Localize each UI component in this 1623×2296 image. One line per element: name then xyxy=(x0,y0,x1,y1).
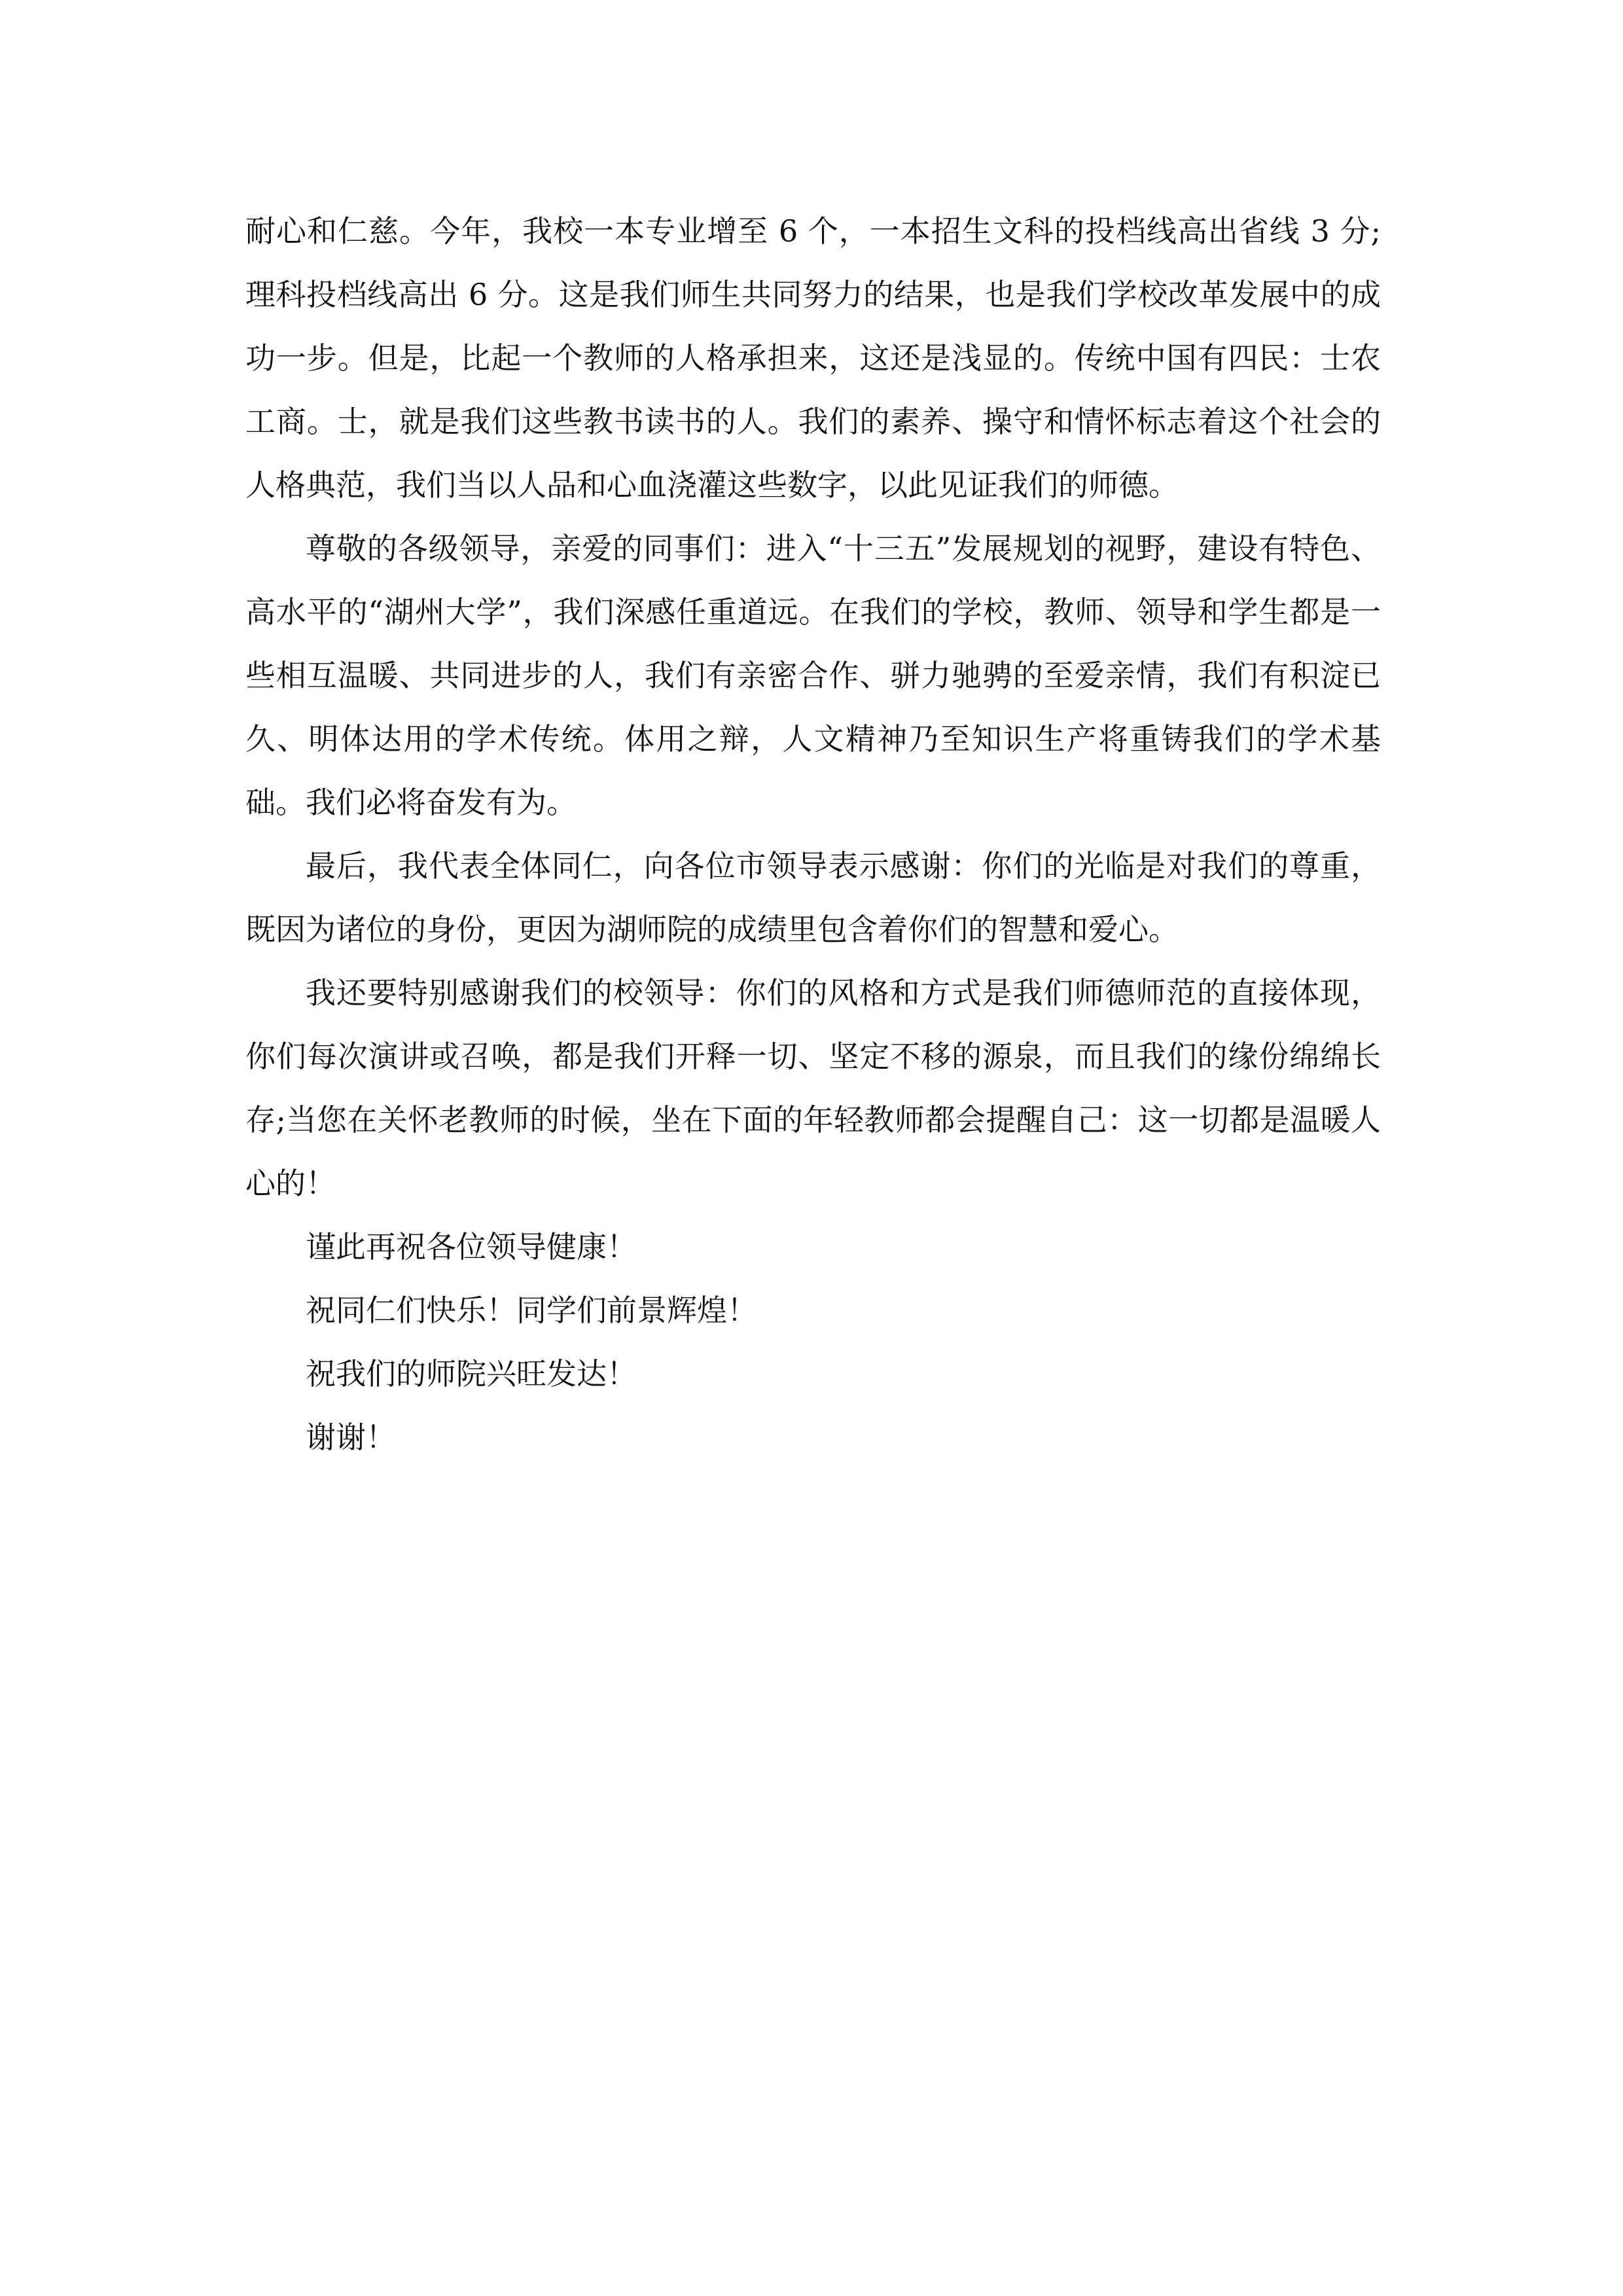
document-body xyxy=(245,200,1381,1469)
paragraph-4: 我还要特别感谢我们的校领导：你们的风格和方式是我们师德师范的直接体现，你们每次演讲或召唤，都是我们开释一切、坚定不移的源泉，而且我们的缘份绵绵长存;当您在关怀老教师的时候，坐在下面的年轻教师都会提醒自己：这一切都是温暖人心的！ xyxy=(245,975,1381,1201)
closing-line-3: 祝我们的师院兴旺发达！ xyxy=(306,1356,637,1391)
closing-line-4: 谢谢！ xyxy=(306,1420,396,1455)
paragraph-3: 最后，我代表全体同仁，向各位市领导表示感谢：你们的光临是对我们的尊重，既因为诸位的身份，更因为湖师院的成绩里包含着你们的智慧和爱心。 xyxy=(245,848,1381,947)
closing-line-2: 祝同仁们快乐！同学们前景辉煌！ xyxy=(306,1293,757,1328)
paragraph-1: 耐心和仁慈。今年，我校一本专业增至 6 个，一本招生文科的投档线高出省线 3 分;理科投档线高出 6 分。这是我们师生共同努力的结果，也是我们学校改革发展中的成功一步。但是，比起一个教师的人格承担来，这还是浅显的。传统中国有四民：士农工商。士，就是我们这些教书读书的人。我们的素养、操守和情怀标志着这个社会的人格典范，我们当以人品和心血浇灌这些数字，以此见证我们的师德。 xyxy=(245,213,1381,503)
paragraph-2: 尊敬的各级领导，亲爱的同事们：进入“十三五”发展规划的视野，建设有特色、高水平的“湖州大学”，我们深感任重道远。在我们的学校，教师、领导和学生都是一些相互温暖、共同进步的人，我们有亲密合作、骈力驰骋的至爱亲情，我们有积淀已久、明体达用的学术传统。体用之辩，人文精神乃至知识生产将重铸我们的学术基础。我们必将奋发有为。 xyxy=(245,531,1381,820)
closing-line-1: 谨此再祝各位领导健康！ xyxy=(306,1229,637,1265)
